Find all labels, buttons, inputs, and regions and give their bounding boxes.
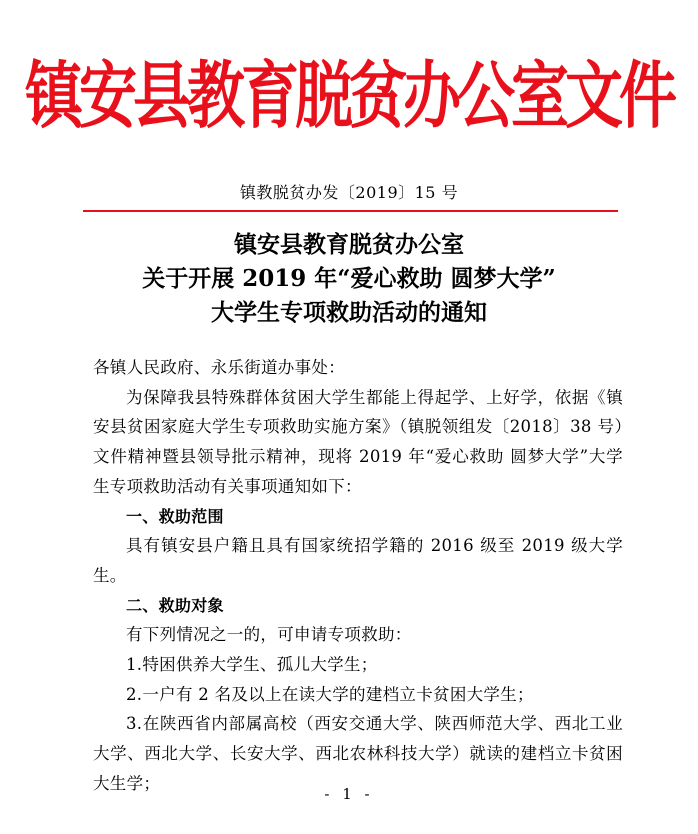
list-item: 3.在陕西省内部属高校（西安交通大学、陕西师范大学、西北工业大学、西北大学、长安大学、西北农林科技大学）就读的建档立卡贫困大生学； — [93, 714, 623, 793]
section-1-heading: 一、救助范围 — [126, 506, 224, 526]
list-item: 2.一户有 2 名及以上在读大学的建档立卡贫困大学生； — [126, 684, 534, 704]
header-divider — [83, 210, 618, 212]
list-item: 1.特困供养大学生、孤儿大学生； — [126, 655, 378, 675]
title-line-2: 关于开展 2019 年“爱心救助 圆梦大学” — [142, 265, 556, 292]
section-2-heading: 二、救助对象 — [126, 595, 224, 615]
title-line-3: 大学生专项救助活动的通知 — [211, 299, 487, 326]
section-2-lead: 有下列情况之一的，可申请专项救助： — [126, 625, 412, 645]
document-number: 镇教脱贫办发〔2019〕15 号 — [239, 183, 459, 202]
document-title — [0, 228, 698, 330]
section-1-text: 具有镇安县户籍且具有国家统招学籍的 2016 级至 2019 级大学生。 — [93, 536, 623, 585]
document-body — [93, 353, 623, 799]
page-number: - 1 - — [324, 785, 374, 803]
document-header: 镇安县教育脱贫办公室文件 — [24, 53, 673, 139]
title-line-1: 镇安县教育脱贫办公室 — [234, 231, 464, 258]
intro-paragraph: 为保障我县特殊群体贫困大学生都能上得起学、上好学，依据《镇安县贫困家庭大学生专项救助实施方案》（镇脱领组发〔2018〕38 号）文件精神暨县领导批示精神，现将 2019 年“爱心救助 圆梦大学”大学生专项救助活动有关事项通知如下： — [93, 387, 623, 496]
recipients: 各镇人民政府、永乐街道办事处： — [93, 358, 345, 377]
